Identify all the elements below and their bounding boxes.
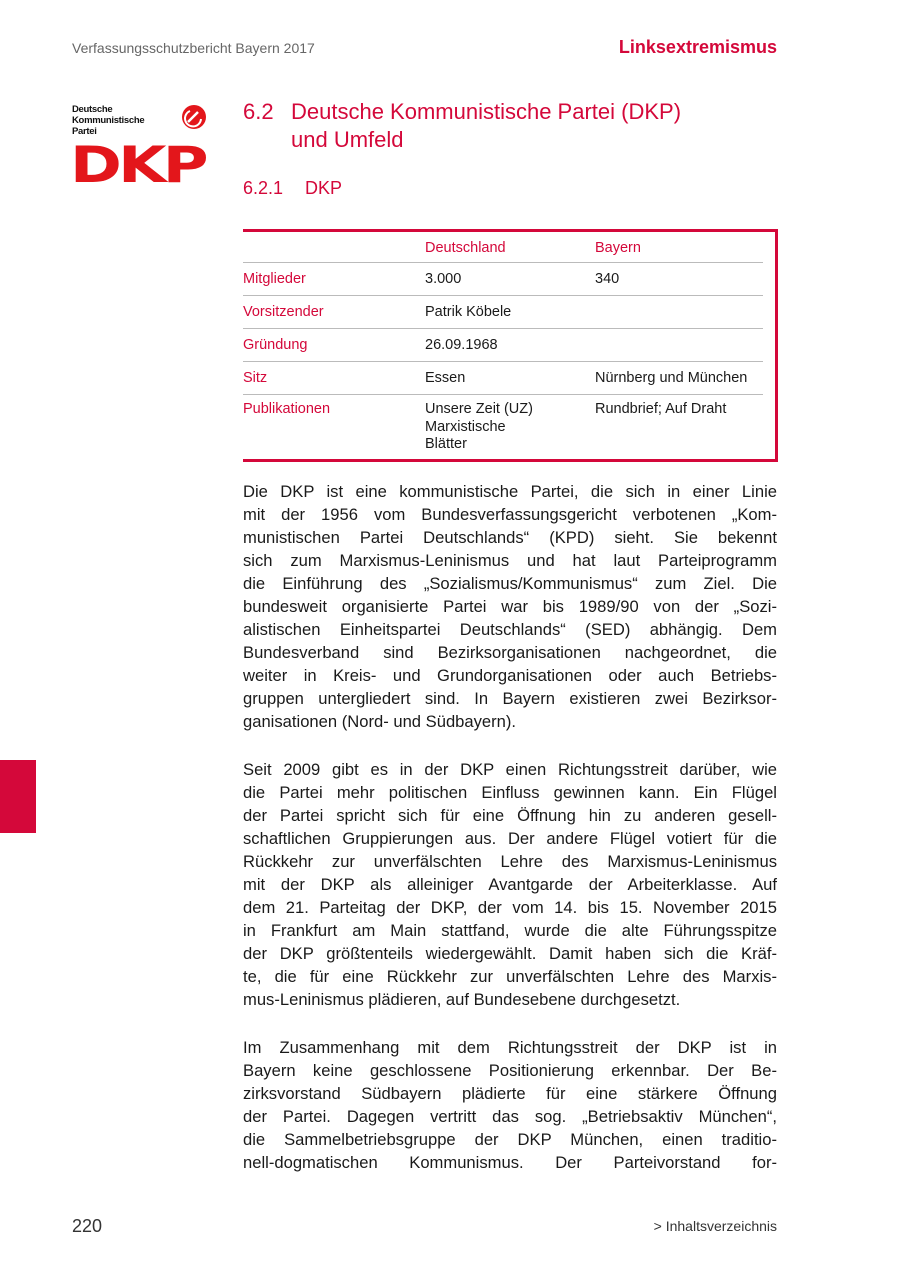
paragraph <box>243 1036 777 1174</box>
table-header: Deutschland <box>425 240 506 256</box>
text-line: sich zum Marxismus-Leninismus und hat laut Parteiprogramm <box>243 551 777 570</box>
row-label: Publikationen <box>243 401 331 417</box>
text-line: in Frankfurt am Main stattfand, wurde die alte Führungsspitze <box>243 921 777 940</box>
text-line: bundesweit organisierte Partei war bis 1989/90 von der „Sozi- <box>243 597 777 616</box>
table-header-row <box>243 232 763 263</box>
text-line: schaftlichen Gruppierungen aus. Der andere Flügel votiert für die <box>243 829 777 848</box>
logo-text-line: Partei <box>72 126 97 137</box>
chapter-side-tab <box>0 760 36 833</box>
text-line: alistischen Einheitspartei Deutschlands“ (SED) abhängig. Dem <box>243 620 777 639</box>
table-row <box>243 362 763 395</box>
cell-deutschland <box>425 401 595 454</box>
publication-line: Unsere Zeit (UZ) <box>425 401 533 417</box>
logo-text-line: Kommunistische <box>72 115 145 126</box>
logo-small-text <box>72 104 144 137</box>
text-line: Seit 2009 gibt es in der DKP einen Richtungsstreit darüber, wie <box>243 760 777 779</box>
body-text <box>243 480 777 1199</box>
cell-bayern: Nürnberg und München <box>595 370 748 386</box>
cell-deutschland: Essen <box>425 370 466 386</box>
dkp-logo <box>72 103 214 193</box>
table-row <box>243 263 763 296</box>
logo-dkp-text: DKP <box>70 136 205 194</box>
logo-text-line: Deutsche <box>72 104 113 115</box>
toc-link[interactable]: > Inhaltsverzeichnis <box>653 1218 777 1234</box>
text-line: der DKP größtenteils wiedergewählt. Damit haben sich die Kräf- <box>243 944 777 963</box>
text-line: Die DKP ist eine kommunistische Partei, die sich in einer Linie <box>243 482 777 501</box>
text-line: Rückkehr zur unverfälschten Lehre des Marxismus-Leninismus <box>243 852 777 871</box>
running-header-title: Verfassungsschutzbericht Bayern 2017 <box>72 40 315 56</box>
text-line: Im Zusammenhang mit dem Richtungsstreit der DKP ist in <box>243 1038 777 1057</box>
text-line: der Partei spricht sich für eine Öffnung hin zu anderen gesell- <box>243 806 777 825</box>
row-label: Gründung <box>243 337 308 353</box>
text-line: die Einführung des „Sozialismus/Kommunismus“ zum Ziel. Die <box>243 574 777 593</box>
row-label: Vorsitzender <box>243 304 324 320</box>
text-line: mit der 1956 vom Bundesverfassungsgericht verbotenen „Kom- <box>243 505 777 524</box>
text-line: Bayern keine geschlossene Positionierung erkennbar. Der Be- <box>243 1061 777 1080</box>
publication-line: Marxistische <box>425 418 506 435</box>
text-line: zirksvorstand Südbayern plädierte für eine stärkere Öffnung <box>243 1084 777 1103</box>
publication-line: Blätter <box>425 436 467 452</box>
table-row <box>243 296 763 329</box>
text-line: munistischen Partei Deutschlands“ (KPD) sieht. Sie bekennt <box>243 528 777 547</box>
text-line: weiter in Kreis- und Grundorganisationen oder auch Betriebs- <box>243 666 777 685</box>
party-info-table <box>243 229 778 462</box>
cell-deutschland: 3.000 <box>425 271 462 287</box>
section-title-line1: Deutsche Kommunistische Partei (DKP) <box>291 99 682 124</box>
cell-bayern: 340 <box>595 271 620 287</box>
text-line: die Sammelbetriebsgruppe der DKP München, einen traditio- <box>243 1130 777 1149</box>
text-line: mus-Leninismus plädieren, auf Bundesebene durchgesetzt. <box>243 990 681 1009</box>
chapter-title: Linksextremismus <box>618 37 777 57</box>
section-number: 6.2 <box>243 99 274 124</box>
text-line: dem 21. Parteitag der DKP, der vom 14. bis 15. November 2015 <box>243 898 777 917</box>
text-line: Bundesverband sind Bezirksorganisationen nachgeordnet, die <box>243 643 777 662</box>
subsection-number: 6.2.1 <box>243 178 284 198</box>
paragraph <box>243 480 777 733</box>
paragraph <box>243 758 777 1011</box>
table-row <box>243 395 763 454</box>
text-line: nell-dogmatischen Kommunismus. Der Parteivorstand for- <box>243 1153 777 1172</box>
subsection-heading <box>243 178 342 199</box>
page-number: 220 <box>72 1216 103 1236</box>
table-header: Bayern <box>595 240 641 256</box>
text-line: die Partei mehr politischen Einfluss gewinnen kann. Ein Flügel <box>243 783 777 802</box>
hammer-sickle-icon <box>180 103 208 131</box>
text-line: gruppen untergliedert sind. In Bayern existieren zwei Bezirksor- <box>243 689 777 708</box>
cell-deutschland: Patrik Köbele <box>425 304 512 320</box>
section-heading <box>243 98 681 154</box>
text-line: ganisationen (Nord- und Südbayern). <box>243 712 517 731</box>
text-line: te, die für eine Rückkehr zur unverfälschten Lehre des Marxis- <box>243 967 777 986</box>
row-label: Sitz <box>243 370 268 386</box>
cell-bayern: Rundbrief; Auf Draht <box>595 401 727 417</box>
cell-deutschland: 26.09.1968 <box>425 337 498 353</box>
text-line: mit der DKP als alleiniger Avantgarde der Arbeiterklasse. Auf <box>243 875 777 894</box>
subsection-title: DKP <box>305 178 343 198</box>
table-row <box>243 329 763 362</box>
row-label: Mitglieder <box>243 271 306 287</box>
text-line: der Partei. Dagegen vertritt das sog. „Betriebsaktiv München“, <box>243 1107 777 1126</box>
section-title-line2: und Umfeld <box>291 127 404 152</box>
